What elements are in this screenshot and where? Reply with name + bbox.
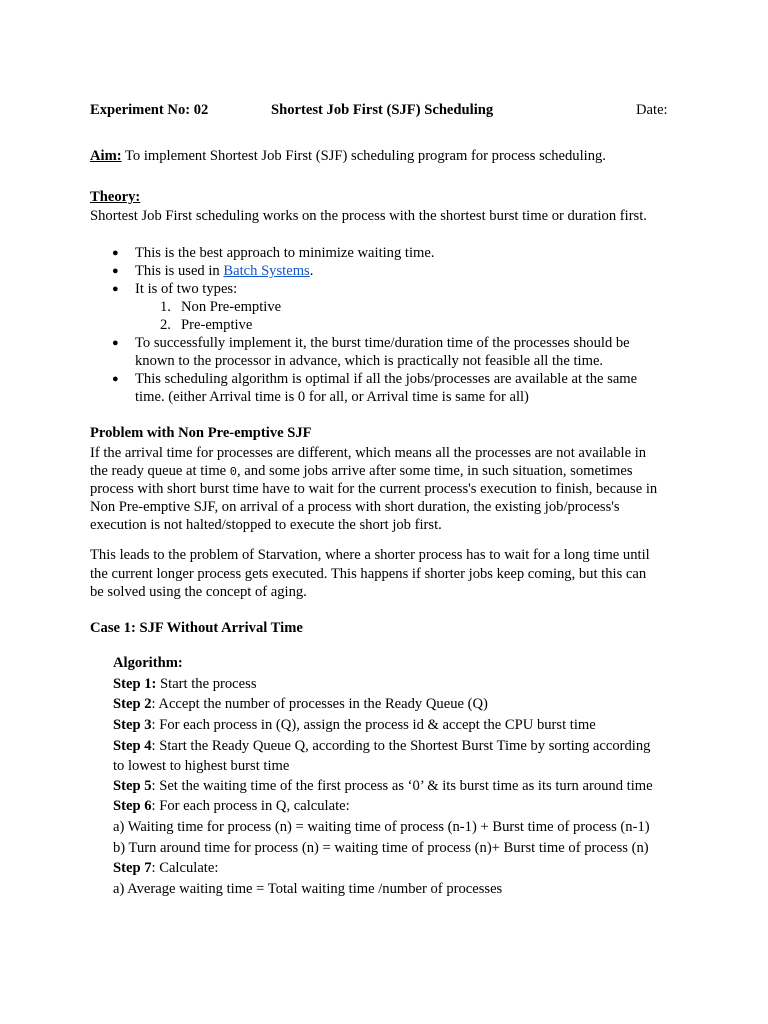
type-item: Pre-emptive — [181, 317, 253, 333]
step-label: Step 6 — [113, 798, 152, 814]
problem-heading: Problem with Non Pre-emptive SJF — [90, 425, 312, 441]
step-text: : For each process in (Q), assign the process id & accept the CPU burst time — [151, 717, 596, 733]
list-number: 1. — [160, 299, 171, 315]
step-label: Step 1: — [113, 676, 157, 692]
bullet-dot: ● — [112, 265, 119, 277]
step-label: Step 2 — [113, 696, 152, 712]
step-text: : Accept the number of processes in the Ready Queue (Q) — [151, 696, 488, 712]
step-label: Step 3 — [113, 717, 152, 733]
algorithm-step — [113, 777, 653, 795]
bullet-item: This is the best approach to minimize waiting time. — [135, 245, 435, 261]
algorithm-step — [113, 675, 257, 693]
type-item: Non Pre-emptive — [181, 299, 282, 315]
paragraph-text: the ready queue at time — [90, 463, 230, 479]
bullet-item: To successfully implement it, the burst time/duration time of the processes should be — [135, 335, 630, 351]
step-text: : Calculate: — [151, 860, 219, 876]
date-label: Date: — [636, 102, 668, 118]
problem-paragraph: execution is not halted/stopped to execute the short job first. — [90, 517, 442, 533]
bullet-item — [135, 262, 313, 280]
algorithm-step-cont: to lowest to highest burst time — [113, 758, 290, 774]
aim-text: To implement Shortest Job First (SJF) scheduling program for process scheduling. — [125, 148, 606, 164]
theory-intro: Shortest Job First scheduling works on the process with the shortest burst time or duration first. — [90, 208, 647, 224]
step-text: : Start the Ready Queue Q, according to the Shortest Burst Time by sorting according — [151, 738, 651, 754]
bullet-item-cont: known to the processor in advance, which is practically not feasible all the time. — [135, 353, 604, 369]
starvation-paragraph: the current longer process gets executed. This happens if shorter jobs keep coming, but this can — [90, 566, 647, 582]
bullet-dot: ● — [112, 337, 119, 349]
bullet-dot: ● — [112, 283, 119, 295]
inline-code: 0 — [229, 465, 237, 479]
bullet-item: It is of two types: — [135, 281, 238, 297]
step-label: Step 4 — [113, 738, 152, 754]
batch-systems-link[interactable]: Batch Systems — [223, 263, 310, 279]
aim-line — [90, 147, 606, 165]
algorithm-label: Algorithm: — [113, 655, 183, 671]
algorithm-substep: a) Waiting time for process (n) = waiting time of process (n-1) + Burst time of process (n-1) — [113, 819, 650, 835]
theory-heading: Theory: — [90, 189, 141, 205]
paragraph-text: , and some jobs arrive after some time, in such situation, sometimes — [237, 463, 633, 479]
experiment-number: Experiment No: 02 — [90, 102, 209, 118]
problem-paragraph: Non Pre-emptive SJF, on arrival of a process with short duration, the existing job/process's — [90, 499, 620, 515]
bullet-text: This is used in — [135, 263, 224, 279]
problem-paragraph: If the arrival time for processes are different, which means all the processes are not available in — [90, 445, 647, 461]
step-label: Step 7 — [113, 860, 152, 876]
algorithm-step — [113, 716, 596, 734]
algorithm-step — [113, 859, 218, 877]
bullet-item: This scheduling algorithm is optimal if all the jobs/processes are available at the same — [135, 371, 638, 387]
starvation-paragraph: This leads to the problem of Starvation, where a shorter process has to wait for a long time until — [90, 547, 650, 563]
problem-paragraph: process with short burst time have to wait for the current process's execution to finish, because in — [90, 481, 658, 497]
algorithm-substep: b) Turn around time for process (n) = waiting time of process (n)+ Burst time of process (n) — [113, 840, 649, 856]
starvation-paragraph: be solved using the concept of aging. — [90, 584, 307, 600]
aim-label: Aim: — [90, 148, 122, 164]
list-number: 2. — [160, 317, 171, 333]
algorithm-substep: a) Average waiting time = Total waiting time /number of processes — [113, 881, 503, 897]
step-label: Step 5 — [113, 778, 152, 794]
algorithm-step — [113, 695, 488, 713]
bullet-dot: ● — [112, 373, 119, 385]
document-title: Shortest Job First (SJF) Scheduling — [271, 102, 494, 118]
step-text: Start the process — [156, 676, 257, 692]
step-text: : Set the waiting time of the first process as ‘0’ & its burst time as its turn around time — [151, 778, 653, 794]
algorithm-step — [113, 797, 350, 815]
bullet-item-cont: time. (either Arrival time is 0 for all, or Arrival time is same for all) — [135, 389, 529, 405]
step-text: : For each process in Q, calculate: — [151, 798, 350, 814]
bullet-text: . — [309, 263, 314, 279]
algorithm-step — [113, 737, 650, 755]
problem-paragraph — [90, 462, 633, 481]
case1-heading: Case 1: SJF Without Arrival Time — [90, 620, 303, 636]
bullet-dot: ● — [112, 247, 119, 259]
